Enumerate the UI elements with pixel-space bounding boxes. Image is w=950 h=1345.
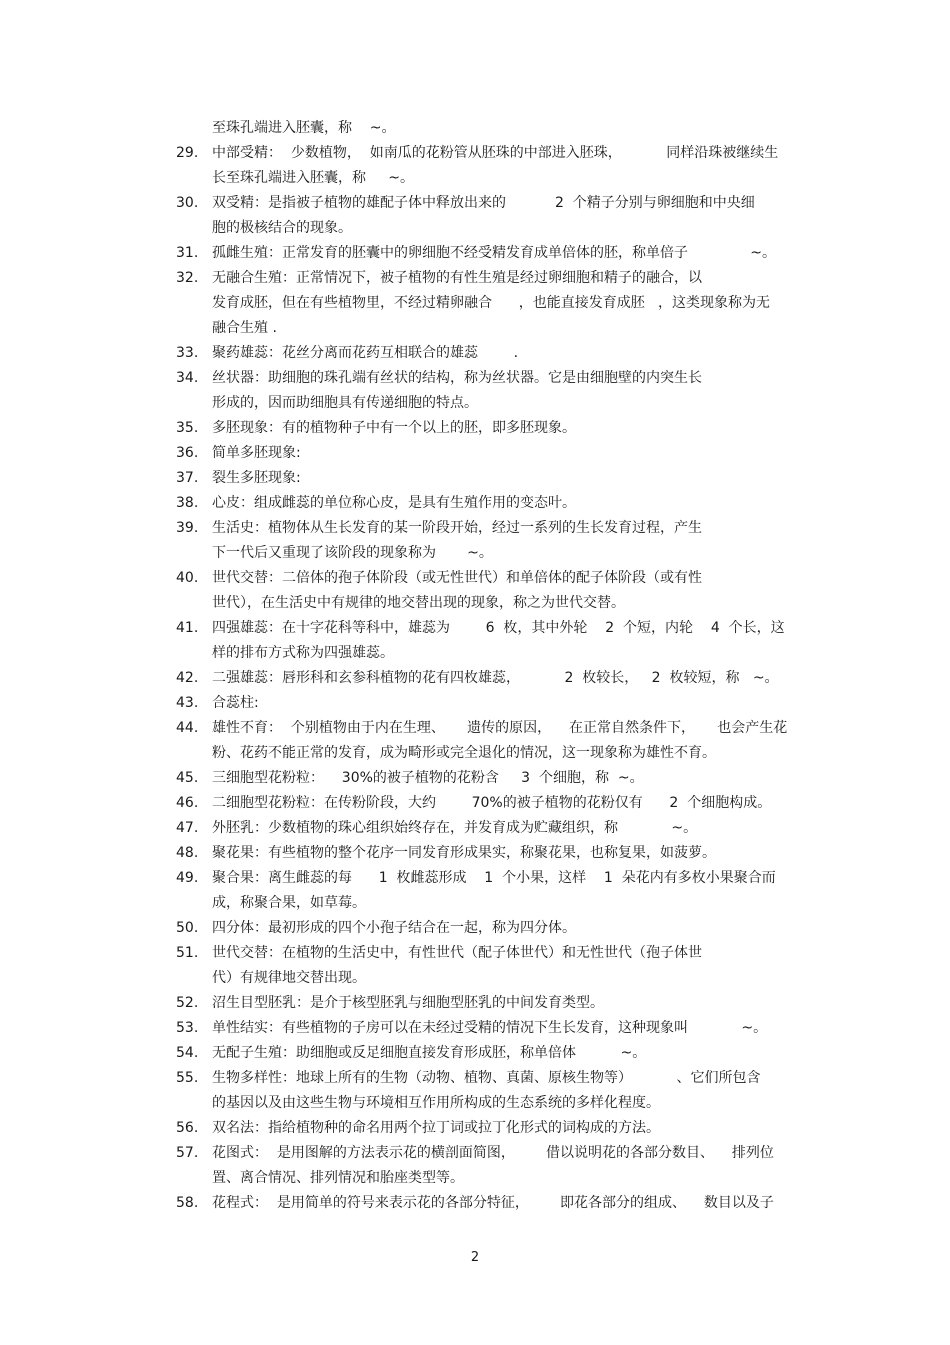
entry-line: 无配子生殖：助细胞或反足细胞直接发育形成胚，称单倍体 ~。 — [212, 1045, 647, 1061]
entry-line: 裂生多胚现象: — [212, 470, 301, 486]
entry-line: 世代交替：二倍体的孢子体阶段（或无性世代）和单倍体的配子体阶段（或有性 — [212, 570, 702, 586]
entry-number: 46. — [176, 795, 199, 811]
glossary-entry — [176, 366, 806, 416]
entry-number: 50. — [176, 920, 199, 936]
entry-number: 51. — [176, 945, 199, 961]
page-number: 2 — [470, 1250, 480, 1265]
glossary-entry — [176, 141, 806, 191]
entry-number: 43. — [176, 695, 199, 711]
glossary-entry — [176, 816, 806, 841]
glossary-entry — [176, 691, 806, 716]
entry-line: 胞的极核结合的现象。 — [212, 220, 352, 236]
glossary-entry — [176, 441, 806, 466]
entry-line: 的基因以及由这些生物与环境相互作用所构成的生态系统的多样化程度。 — [212, 1095, 660, 1111]
entry-line: 合蕊柱: — [212, 695, 259, 711]
entry-line: 四分体：最初形成的四个小孢子结合在一起，称为四分体。 — [212, 920, 576, 936]
glossary-entry — [176, 666, 806, 691]
glossary-entry — [176, 866, 806, 916]
entry-line: 中部受精： 少数植物， 如南瓜的花粉管从胚珠的中部进入胚珠， 同样沿珠被继续生 — [212, 145, 779, 161]
entry-line: 形成的，因而助细胞具有传递细胞的特点。 — [212, 395, 478, 411]
entry-number: 56. — [176, 1120, 199, 1136]
glossary-entry — [176, 766, 806, 791]
entry-line: 多胚现象：有的植物种子中有一个以上的胚，即多胚现象。 — [212, 420, 576, 436]
entry-number: 31. — [176, 245, 199, 261]
entry-number: 37. — [176, 470, 199, 486]
glossary-entry — [176, 241, 806, 266]
glossary-entry — [176, 516, 806, 566]
entry-line: 二强雄蕊：唇形科和玄参科植物的花有四枚雄蕊， 2 枚较长， 2 枚较短，称 ~。 — [212, 670, 779, 686]
entry-number: 34. — [176, 370, 199, 386]
entry-line: 孤雌生殖：正常发育的胚囊中的卵细胞不经受精发育成单倍体的胚，称单倍子 ~。 — [212, 245, 777, 261]
entry-number: 38. — [176, 495, 199, 511]
entry-number: 45. — [176, 770, 199, 786]
entry-line: 三细胞型花粉粒： 30%的被子植物的花粉含 3 个细胞，称 ~。 — [212, 770, 644, 786]
entry-number: 55. — [176, 1070, 199, 1086]
entry-line: 双受精：是指被子植物的雄配子体中释放出来的 2 个精子分别与卵细胞和中央细 — [212, 195, 755, 211]
glossary-entry — [176, 616, 806, 666]
glossary-entry — [176, 191, 806, 241]
glossary-entry — [176, 841, 806, 866]
glossary-entry — [176, 941, 806, 991]
glossary-entry — [176, 1016, 806, 1041]
glossary-entry — [176, 1141, 806, 1191]
entry-line: 融合生殖 . — [212, 320, 277, 336]
entry-line: 二细胞型花粉粒：在传粉阶段，大约 70%的被子植物的花粉仅有 2 个细胞构成。 — [212, 795, 772, 811]
entry-line: 无融合生殖：正常情况下，被子植物的有性生殖是经过卵细胞和精子的融合，以 — [212, 270, 702, 286]
glossary-list — [176, 116, 806, 1216]
entry-line: 长至珠孔端进入胚囊，称 ~。 — [212, 170, 414, 186]
entry-line: 花程式： 是用简单的符号来表示花的各部分特征， 即花各部分的组成、 数目以及子 — [212, 1195, 774, 1211]
entry-number: 41. — [176, 620, 199, 636]
entry-line: 聚合果：离生雌蕊的每 1 枚雌蕊形成 1 个小果，这样 1 朵花内有多枚小果聚合而 — [212, 870, 776, 886]
entry-line: 心皮：组成雌蕊的单位称心皮，是具有生殖作用的变态叶。 — [212, 495, 576, 511]
entry-number: 57. — [176, 1145, 199, 1161]
entry-number: 54. — [176, 1045, 199, 1061]
glossary-entry — [176, 266, 806, 341]
entry-line: 生活史：植物体从生长发育的某一阶段开始，经过一系列的生长发育过程，产生 — [212, 520, 702, 536]
glossary-entry — [176, 566, 806, 616]
entry-number: 35. — [176, 420, 199, 436]
glossary-entry — [176, 991, 806, 1016]
entry-line: 成，称聚合果，如草莓。 — [212, 895, 366, 911]
entry-number: 29. — [176, 145, 199, 161]
entry-line: 下一代后又重现了该阶段的现象称为 ~。 — [212, 545, 493, 561]
entry-line: 简单多胚现象: — [212, 445, 301, 461]
entry-number: 44. — [176, 720, 199, 736]
entry-line: 置、离合情况、排列情况和胎座类型等。 — [212, 1170, 464, 1186]
entry-number: 42. — [176, 670, 199, 686]
entry-line: 发育成胚，但在有些植物里，不经过精卵融合 ，也能直接发育成胚 ，这类现象称为无 — [212, 295, 771, 311]
entry-line: 沼生目型胚乳：是介于核型胚乳与细胞型胚乳的中间发育类型。 — [212, 995, 604, 1011]
entry-number: 48. — [176, 845, 199, 861]
entry-number: 39. — [176, 520, 199, 536]
entry-line: 世代交替：在植物的生活史中，有性世代（配子体世代）和无性世代（孢子体世 — [212, 945, 702, 961]
entry-line: 粉、花药不能正常的发育，成为畸形或完全退化的情况，这一现象称为雄性不育。 — [212, 745, 716, 761]
entry-line: 雄性不育： 个别植物由于内在生理、 遗传的原因， 在正常自然条件下， 也会产生花 — [212, 720, 788, 736]
glossary-entry — [176, 791, 806, 816]
glossary-entry — [176, 1116, 806, 1141]
entry-number: 40. — [176, 570, 199, 586]
entry-line: 世代），在生活史中有规律的地交替出现的现象，称之为世代交替。 — [212, 595, 625, 611]
glossary-entry — [176, 491, 806, 516]
entry-number: 58. — [176, 1195, 199, 1211]
entry-line: 代）有规律地交替出现。 — [212, 970, 366, 986]
entry-line: 双名法：指给植物种的命名用两个拉丁词或拉丁化形式的词构成的方法。 — [212, 1120, 660, 1136]
entry-line: 外胚乳：少数植物的珠心组织始终存在，并发育成为贮藏组织，称 ~。 — [212, 820, 698, 836]
entry-number: 52. — [176, 995, 199, 1011]
glossary-entry — [176, 716, 806, 766]
entry-line: 样的排布方式称为四强雄蕊。 — [212, 645, 394, 661]
entry-line: 聚药雄蕊：花丝分离而花药互相联合的雄蕊 . — [212, 345, 519, 361]
glossary-entry — [176, 1041, 806, 1066]
entry-number: 49. — [176, 870, 199, 886]
entry-number: 32. — [176, 270, 199, 286]
entry-line: 单性结实：有些植物的子房可以在未经过受精的情况下生长发育，这种现象叫 ~。 — [212, 1020, 768, 1036]
entry-number: 53. — [176, 1020, 199, 1036]
entry-number: 47. — [176, 820, 199, 836]
entry-line: 至珠孔端进入胚囊，称 ~。 — [212, 120, 396, 136]
entry-line: 花图式： 是用图解的方法表示花的横剖面简图， 借以说明花的各部分数目、 排列位 — [212, 1145, 774, 1161]
entry-number: 33. — [176, 345, 199, 361]
continuation-entry — [176, 116, 806, 141]
entry-number: 36. — [176, 445, 199, 461]
glossary-entry — [176, 1191, 806, 1216]
glossary-entry — [176, 466, 806, 491]
entry-line: 聚花果：有些植物的整个花序一同发育形成果实，称聚花果，也称复果，如菠萝。 — [212, 845, 716, 861]
glossary-entry — [176, 916, 806, 941]
glossary-entry — [176, 1066, 806, 1116]
glossary-entry — [176, 341, 806, 366]
entry-line: 丝状器：助细胞的珠孔端有丝状的结构，称为丝状器。它是由细胞壁的内突生长 — [212, 370, 702, 386]
entry-number: 30. — [176, 195, 199, 211]
entry-line: 四强雄蕊：在十字花科等科中，雄蕊为 6 枚，其中外轮 2 个短，内轮 4 个长，这 — [212, 620, 785, 636]
entry-line: 生物多样性：地球上所有的生物（动物、植物、真菌、原核生物等） 、它们所包含 — [212, 1070, 761, 1086]
glossary-entry — [176, 416, 806, 441]
